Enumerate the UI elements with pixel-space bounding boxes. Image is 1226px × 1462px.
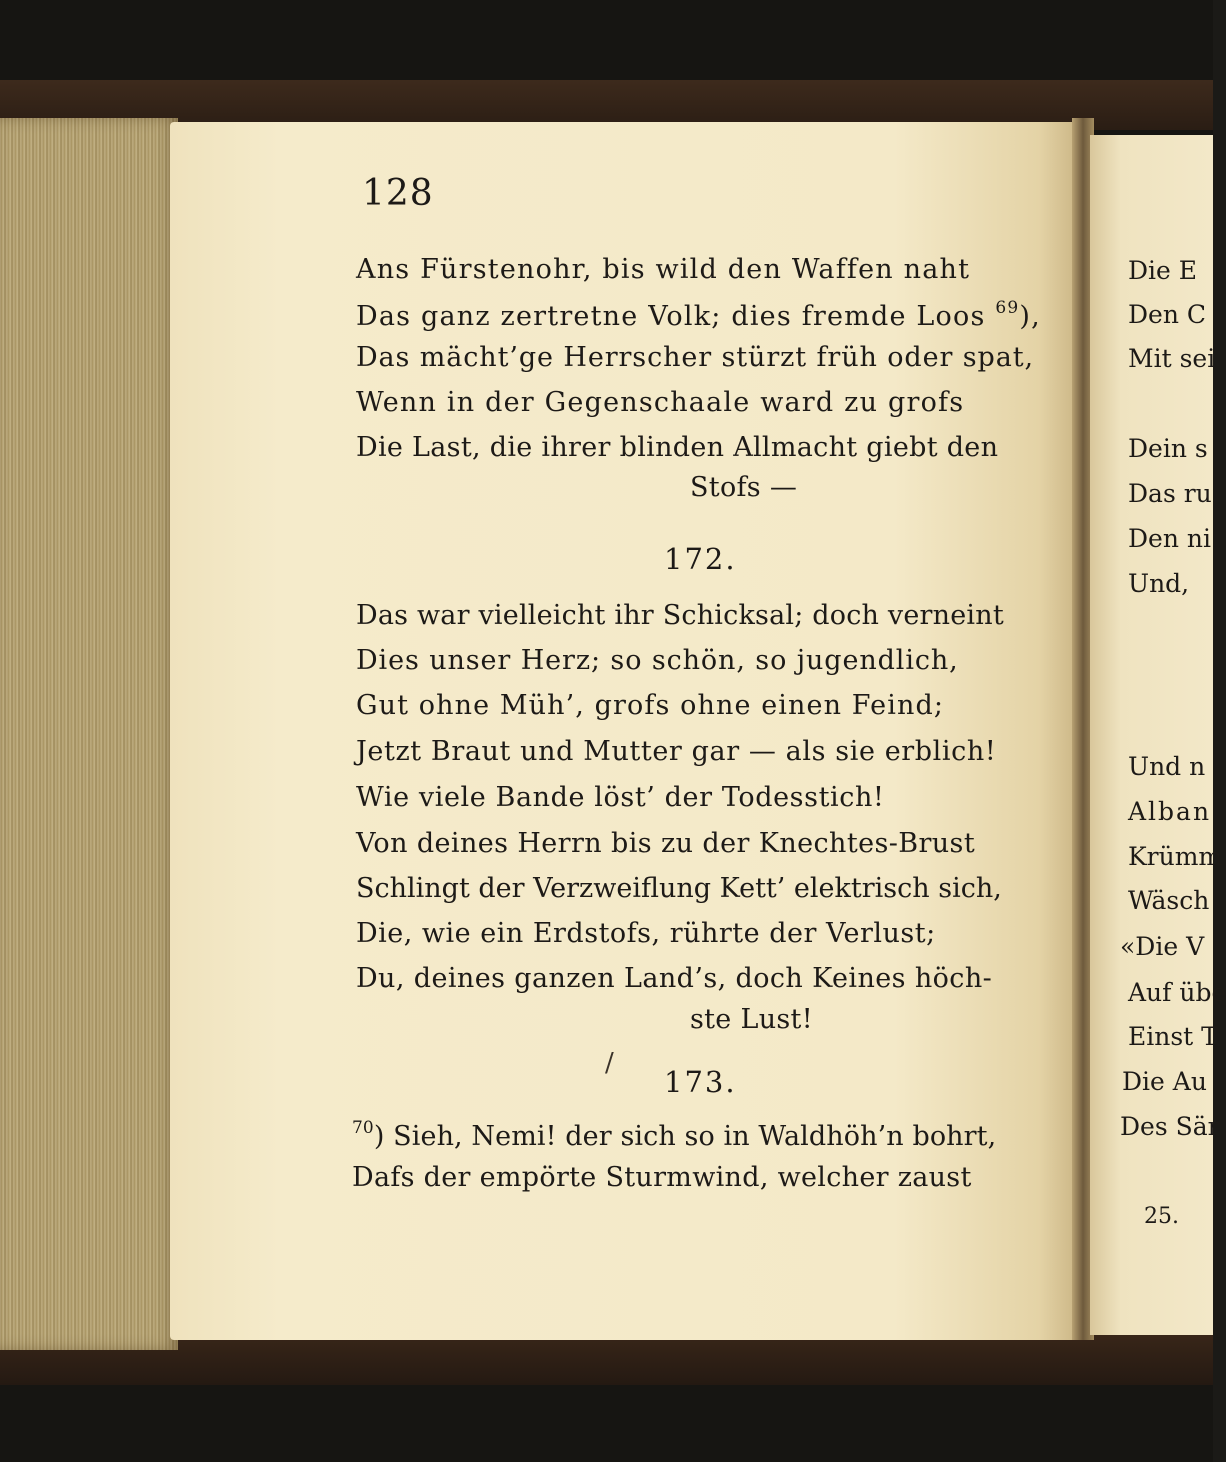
text-line: Dafs der empörte Sturmwind, welcher zaust (352, 1162, 972, 1193)
right-text-line: Einst T (1128, 1022, 1218, 1051)
right-text-line: Die Au (1122, 1067, 1207, 1096)
right-text-line: Das ru (1128, 479, 1212, 508)
text-line-body: Das ganz zertretne Volk; dies fremde Loos (356, 301, 986, 332)
text-line: Ans Fürstenohr, bis wild den Waffen naht (356, 254, 971, 285)
text-line: Du, deines ganzen Land’s, doch Keines höch- (356, 963, 993, 994)
right-text-line: Die E (1128, 256, 1198, 285)
page-number: 128 (362, 173, 434, 214)
text-line: Wie viele Bande löst’ der Todesstich! (356, 782, 885, 813)
right-text-line: Mit sei (1128, 344, 1216, 373)
text-line: Jetzt Braut und Mutter gar — als sie erblich! (356, 736, 997, 767)
text-line (356, 300, 1041, 330)
page-edges (0, 118, 178, 1350)
text-line-tail: , (1031, 301, 1041, 332)
text-line (352, 1120, 996, 1150)
stanza-number: 173. (664, 1065, 737, 1099)
stanza-number: 172. (664, 542, 737, 576)
text-line: Wenn in der Gegenschaale ward zu grofs (356, 387, 965, 418)
footnote-paren: ) (1019, 301, 1032, 332)
right-text-line: Krümm (1128, 842, 1223, 871)
right-text-line: Den C (1128, 300, 1207, 329)
right-text-line: Den ni (1128, 524, 1211, 553)
text-line: Das war vielleicht ihr Schicksal; doch verneint (356, 600, 1004, 631)
text-line-continuation: ste Lust! (690, 1004, 813, 1035)
right-text-line: Dein s (1128, 434, 1208, 463)
text-line: Schlingt der Verzweiflung Kett’ elektrisch sich, (356, 873, 1002, 904)
text-line: Die Last, die ihrer blinden Allmacht giebt den (356, 432, 999, 463)
ink-mark: / (605, 1048, 614, 1078)
text-line-continuation: Stofs — (690, 472, 798, 503)
text-line: Von deines Herrn bis zu der Knechtes-Brust (356, 828, 976, 859)
text-line: Dies unser Herz; so schön, so jugendlich, (356, 645, 959, 676)
text-line: Die, wie ein Erdstofs, rührte der Verlust; (356, 918, 936, 949)
right-text-line: «Die V (1120, 932, 1205, 961)
text-line: Das mächt’ge Herrscher stürzt früh oder spat, (356, 342, 1034, 373)
right-text-line: Auf übe (1128, 978, 1226, 1007)
text-line-body: ) Sieh, Nemi! der sich so in Waldhöh’n bohrt, (373, 1121, 997, 1152)
text-line: Gut ohne Müh’, grofs ohne einen Feind; (356, 690, 945, 721)
right-text-line: Des Sär (1120, 1112, 1220, 1141)
footnote-ref-69: 69 (995, 298, 1020, 318)
right-text-line: Wäsch (1128, 886, 1210, 915)
footnote-ref-70: 70 (352, 1118, 374, 1138)
signature-mark: 25. (1144, 1204, 1179, 1229)
right-text-line: Und n (1128, 752, 1206, 781)
right-text-line: Und, (1128, 569, 1190, 598)
right-text-line: Alban (1128, 797, 1212, 826)
